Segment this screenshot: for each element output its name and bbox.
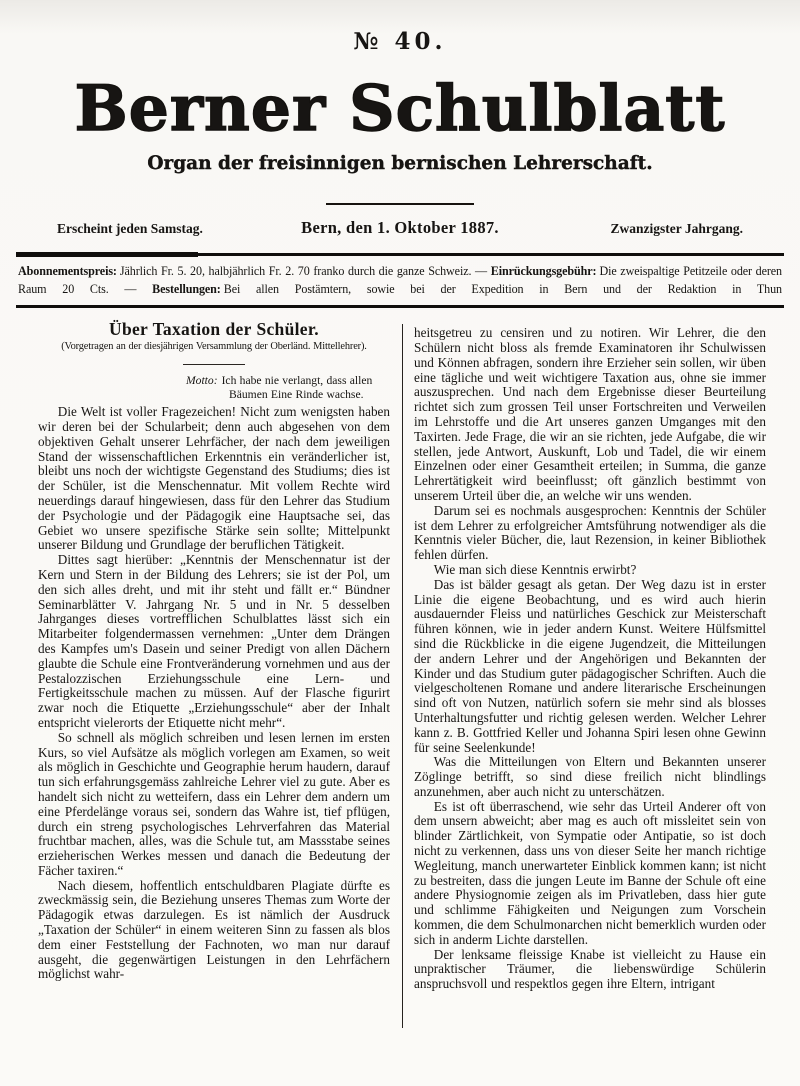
motto-text: Ich habe nie verlangt, dass allen Bäumen Eine Rinde wachse. — [221, 373, 373, 401]
info-text: Die zweispaltige Petitzeile oder deren Raum 20 Cts. — — [18, 264, 782, 296]
masthead-short-rule — [326, 203, 474, 205]
article-paragraph: Darum sei es nochmals ausgesprochen: Kenntnis der Schüler ist dem Lehrer zu erfolgreicher Amtsführung notwendiger als die Kenntnis vieler Bücher, die, laut Rezension, in keiner Bibliothek fehlen dürfen. — [414, 502, 766, 563]
info-text: Bei allen Postämtern, sowie bei der Expedition in Bern und der Redaktion in Thun — [223, 281, 783, 296]
article-paragraph: Wie man sich diese Kenntnis erwirbt? — [433, 561, 637, 577]
article-paragraph: Nach diesem, hoffentlich entschuldbaren Plagiate dürfte es zweckmässig sein, die Beziehung unseres Themas zum Worte der Pädagogik etwas darzulegen. Es ist nämlich der Ausdruck „Taxation der Schüler“ in einem weiteren Sinn zu fassen als blos dem einer Feststellung der Fachnoten, wo man nur darauf ausgeht, die gegenwärtigen Leistungen in den Lehrfächern möglichst wahr- — [38, 877, 390, 982]
info-segment — [152, 282, 782, 296]
volume-label: Zwanzigster Jahrgang. — [610, 221, 744, 236]
column-divider-rule — [402, 324, 403, 1028]
subscription-info — [18, 263, 782, 298]
article-columns — [0, 308, 800, 1028]
dateline: Bern, den 1. Oktober 1887. — [301, 218, 499, 237]
info-text: Jährlich Fr. 5. 20, halbjährlich Fr. 2. 70 franko durch die ganze Schweiz. — — [119, 264, 491, 278]
thick-rule-bottom — [16, 305, 784, 308]
article-subtitle: (Vorgetragen an der diesjährigen Versammlung der Oberländ. Mittellehrer). — [61, 340, 367, 352]
info-label: Abonnementspreis: — [18, 264, 117, 278]
newspaper-subtitle: Organ der freisinnigen bernischen Lehrerschaft. — [147, 153, 653, 174]
info-label: Einrückungsgebühr: — [490, 264, 597, 278]
left-column — [38, 317, 390, 1028]
article-paragraph: Dittes sagt hierüber: „Kenntnis der Menschennatur ist der Kern und Stern in der Bildung des Lehrers; sie ist der Pol, um den sich alles dreht, und mit ihr steht und fällt er.“ Bündner Seminarblätter V. Jahrgang Nr. 5 und in Nr. 5 desselben Jahrganges dieses vortrefflichen Schulblattes lässt sich ein Mitarbeiter folgendermassen vernehmen: „Unter dem Drängen des Kampfes um's Dasein und seiner Predigt von allen Dächern glaubte die Schule eine Frontveränderung vornehmen und aus der Pestalozzischen Erziehungsschule eine Lern- und Fertigkeitsschule machen zu müssen. Auf der Flasche figurirt zwar noch die Etiquette „Erziehungsschule“ aber der Inhalt entspricht vielerorts der Etiquette nicht mehr“. — [38, 552, 390, 730]
article-paragraph: Das ist bälder gesagt als getan. Der Weg dazu ist in erster Linie die eigene Beobachtung, und es wird auch hierin ausdauernder Fleiss und natürliches Geschick zur Meisterschaft führen können, wie in jeder andern Kunst. Weitere Hülfsmittel sind die Rückblicke in die eigene Jugendzeit, die Mitteilungen der andern Lehrer und der Angehörigen und Bekannten der Kinder und das Studium guter pädagogischer Schriften. Auch die vielgescholtenen Romane und andere literarische Erscheinungen sind oft von Nutzen, natürlich sofern sie mehr sind als blosses Unterhaltungsfutter und richtig gelesen werden. Welcher Lehrer kann z. B. Gottfried Keller und Johanna Spiri lesen ohne Gewinn für seine Seelenkunde! — [414, 576, 766, 755]
article-short-rule — [183, 364, 245, 365]
article-paragraph: Was die Mitteilungen von Eltern und Bekannten unserer Zöglinge betrifft, so sind diese freilich nicht blindlings anzunehmen, aber auch nicht zu unterschätzen. — [414, 754, 766, 799]
motto-label: Motto: — [186, 373, 218, 387]
thick-rule-top — [16, 253, 784, 256]
dateline-row — [0, 218, 800, 238]
publication-schedule: Erscheint jeden Samstag. — [57, 221, 203, 236]
article-motto — [186, 374, 388, 402]
issue-number: № 40. — [353, 28, 447, 55]
right-column — [414, 317, 766, 1028]
article-paragraph: heitsgetreu zu censiren und zu notiren. Wir Lehrer, die den Schülern nicht bloss als fremde Examinatoren ihr Schulwissen und Können abfragen, sondern ihre Erzieher sein sollen, wir üben eine tägliche und weit wichtigere Taxation aus, ohne sie immer auszusprechen. Und nach dem Ergebnisse dieser Beurteilung richtet sich zum grossen Teil unser Fortschreiten und Verweilen im Lehrstoffe und die Art unseres ganzen Umganges mit den Taxirten. Jede Frage, die wir an sie richten, jede Aufgabe, die wir stellen, jede Antwort, Auskunft, Lob und Tadel, die wir einem Einzelnen oder einer Gesamtheit erteilen; in Summa, die ganze Lehrertätigkeit wird beeinflusst; oft gänzlich bestimmt von unserem Urteil über die, an welche wir uns wenden. — [414, 325, 766, 503]
info-label: Bestellungen: — [152, 281, 221, 296]
article-paragraph: So schnell als möglich schreiben und lesen lernen im ersten Kurs, so viel Aufsätze als möglich vorlegen am Examen, so weit als möglich in Geschichte und Geographie herum haudern, darauf tun sich erfahrungsgemäss zahlreiche Lehrer viel zu gute. Aber es handelt sich nicht zu wetteifern, dass ein Lehrer dem andern um eine Pferdelänge voraus sei, sondern das Wahre ist, tief pflügen, durch ein streng psychologisches Lehrverfahren das Material fruchtbar machen, alles, was die Schule tut, am Massstabe seines erzieherischen Werkes messen und danach die Bedeutung der Fächer taxiren.“ — [38, 729, 390, 878]
article-paragraph: Die Welt ist voller Fragezeichen! Nicht zum wenigsten haben wir deren bei der Schularbeit; denn auch abgesehen von dem objektiven Gehalt unserer Lehrfächer, der nach dem jeweiligen Stand der wissenschaftlichen Erkenntnis ein veränderlicher ist, bleibt uns noch der wichtigste Gegenstand des Studiums; dies ist der Schüler, ist die Menschennatur. Mit vollem Rechte wird neuerdings darauf hingewiesen, dass für den Lehrer das Studium der Psychologie und der Pädagogik eine Hauptsache sei, das Gebiet wo unsere spezifische Stärke sein sollte; Mittelpunkt unserer Bildung und Grundlage der beruflichen Tätigkeit. — [38, 404, 390, 553]
article-paragraph: Der lenksame fleissige Knabe ist vielleicht zu Hause ein unpraktischer Träumer, die liebenswürdige Schülerin anspruchsvoll und respektlos gegen ihre Eltern, intrigant — [414, 946, 766, 992]
article-title: Über Taxation der Schüler. — [109, 319, 319, 340]
article-paragraph: Es ist oft überraschend, wie sehr das Urteil Anderer oft von dem unsern abweicht; aber mag es auch oft missleitet sein von blinder Zärtlichkeit, von Sympatie oder Antipatie, so ist doch nicht zu verkennen, dass uns von dieser Seite her manch richtige Wegleitung, manch unerwarteter Einblick kommen kann; ist nicht zu bestreiten, dass die jungen Leute im Banne der Schule oft eine andere Physiognomie zeigen als im Privatleben, dass hier gute und schlimme Fähigkeiten und Neigungen zum Vorschein kommen, die dem Schulmonarchen nicht bemerklich wurden oder sich in anderm Lichte darstellen. — [414, 798, 766, 947]
info-segment — [18, 264, 491, 278]
newspaper-title: Berner Schulblatt — [74, 71, 726, 145]
